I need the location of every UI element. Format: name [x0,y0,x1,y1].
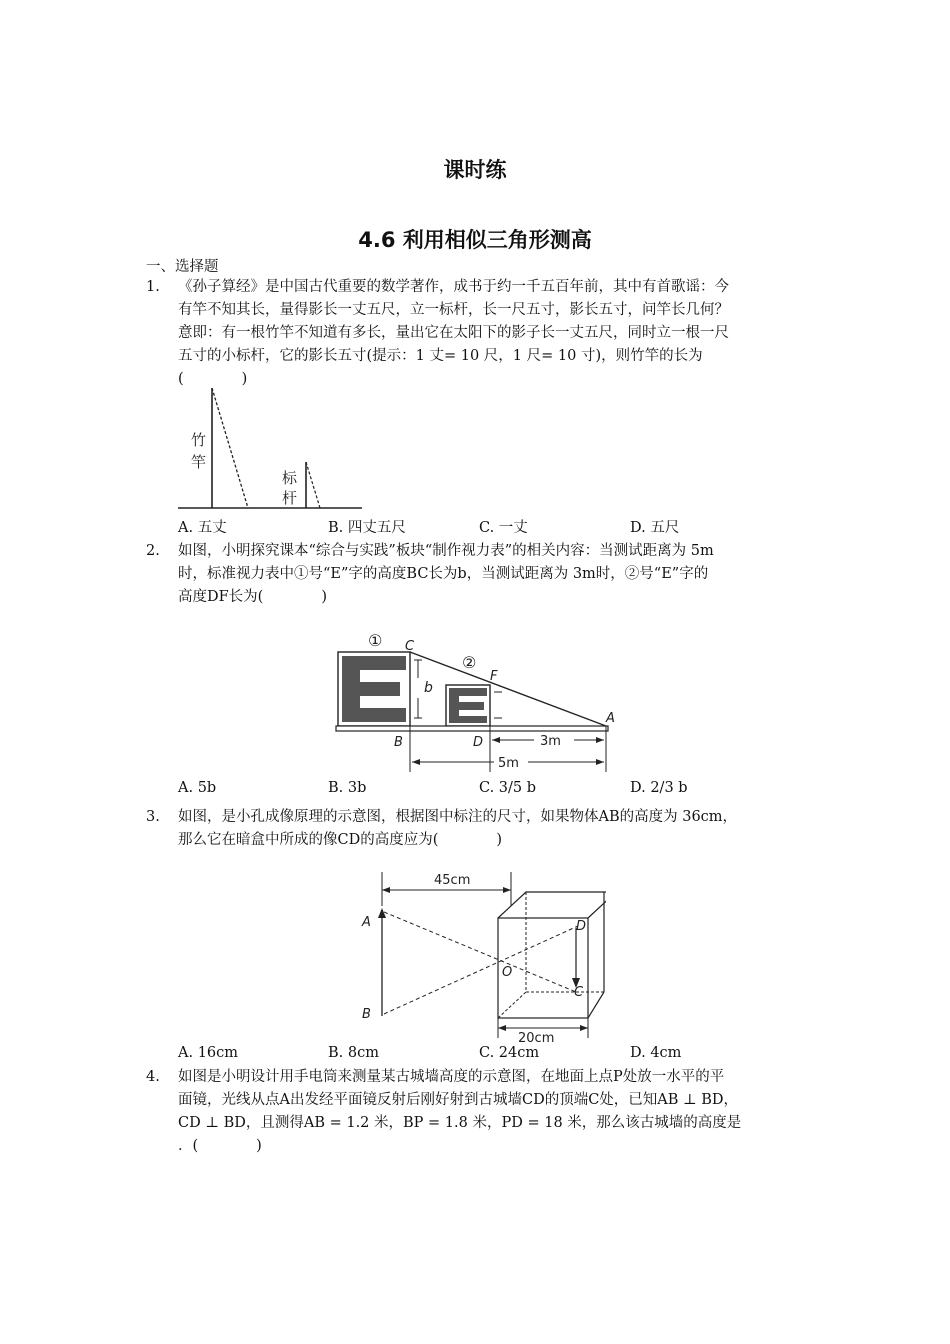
label-c: C [574,985,584,1000]
option-b[interactable]: B. 四丈五尺 [328,520,406,536]
option-a[interactable]: A. 16cm [178,1045,239,1061]
question-line: 《孙子算经》是中国古代重要的数学著作，成书于约一千五百年前，其中有首歌谣：今 [178,279,729,295]
dim-20-arrow-r [580,1025,588,1031]
page-title: 课时练 [443,158,507,182]
object-arrow [378,908,386,918]
label-3m: 3m [540,734,561,749]
question-line: 意即：有一根竹竿不知道有多长，量出它在太阳下的影子长一丈五尺，同时立一根一尺 [178,325,729,341]
question-number: 3. [146,809,160,825]
section-heading: 一、选择题 [146,259,219,275]
question-line: 高度DF长为( ) [178,589,327,605]
question-line: 时，标准视力表中①号“E”字的高度BC长为b，当测试距离为 3m时，②号“E”字的 [178,566,709,582]
label-20cm: 20cm [518,1031,555,1046]
question-line: 如图，小明探究课本“综合与实践”板块“制作视力表”的相关内容：当测试距离为 5m [178,543,714,559]
question-line: CD ⊥ BD，且测得AB = 1.2 米，BP = 1.8 米，PD = 18 米，那么该古城墙的高度是 [178,1115,742,1131]
label-a: A [606,711,615,726]
option-b[interactable]: B. 8cm [328,1045,379,1061]
ray-a [384,912,576,992]
label-b-point: B [394,735,403,750]
hidden-edge-d [498,992,526,1018]
question-text [178,276,818,391]
label-b: b [424,680,433,696]
label-a: A [362,915,371,930]
label-5m: 5m [498,756,519,771]
label-o: O [502,965,513,980]
option-b[interactable]: B. 3b [328,780,367,796]
dim-5m-arrow-l [412,759,420,765]
label-b: B [362,1007,371,1022]
pole-label-1: 竹 [191,431,207,449]
rod-label-1: 标 [282,469,298,487]
question-number: 1. [146,279,160,295]
answer-blank: ( ) [178,371,248,387]
label-d: D [473,735,484,750]
sight-line [410,652,606,726]
big-e-glyph [342,656,406,722]
pole-shadow-ray [212,388,248,508]
option-a[interactable]: A. 5b [178,780,217,796]
question-number: 2. [146,543,160,559]
dim-3m-arrow-l [492,737,500,743]
option-c[interactable]: C. 24cm [479,1045,540,1061]
question-number: 4. [146,1069,160,1085]
dim-45-arrow-r [503,887,511,893]
label-d: D [576,919,587,934]
rod-label-2: 杆 [282,489,298,507]
question-line: 如图是小明设计用手电筒来测量某古城墙高度的示意图，在地面上点P处放一水平的平 [178,1069,725,1085]
lesson-title: 4.6 利用相似三角形测高 [358,228,592,252]
question-line: 如图，是小孔成像原理的示意图，根据图中标注的尺寸，如果物体AB的高度为 36cm， [178,809,738,825]
option-c[interactable]: C. 一丈 [479,520,528,536]
answer-blank: ．( ) [178,1138,262,1154]
dim-45-arrow-l [382,887,390,893]
option-d[interactable]: D. 2/3 b [630,780,688,796]
label-c: C [405,639,415,654]
option-d[interactable]: D. 五尺 [630,520,680,536]
question-line: 面镜，光线从点A出发经平面镜反射后刚好射到古城墙CD的顶端C处，已知AB ⊥ BD， [178,1092,739,1108]
bamboo-pole-figure [176,382,366,514]
option-a[interactable]: A. 五丈 [178,520,227,536]
question-line: 五寸的小标杆，它的影长五寸(提示：1 丈= 10 尺，1 尺= 10 寸)，则竹竿的长为 [178,348,703,364]
ray-b [384,926,578,1014]
dim-5m-arrow-r [596,759,604,765]
dim-20-arrow-l [498,1025,506,1031]
label-circle-1: ① [368,631,383,650]
ground-base [336,726,608,731]
small-e-glyph [449,688,487,723]
box-bottom-right [588,992,604,1018]
eye-chart-figure [334,630,624,774]
pole-label-2: 竿 [191,453,207,471]
question-text [178,806,818,852]
question-text [178,1066,818,1158]
dim-3m-arrow-r [596,737,604,743]
label-f: F [490,669,498,684]
question-line: 那么它在暗盒中所成的像CD的高度应为( ) [178,832,503,848]
label-circle-2: ② [462,653,477,672]
question-line: 有竿不知其长，量得影长一丈五尺，立一标杆，长一尺五寸，影长五寸，问竿长几何？ [178,302,729,318]
rod-shadow-ray [306,462,320,508]
option-c[interactable]: C. 3/5 b [479,780,537,796]
question-text [178,540,818,609]
box-top [498,892,606,918]
label-45cm: 45cm [434,873,471,888]
pinhole-camera-figure [356,866,606,1046]
option-d[interactable]: D. 4cm [630,1045,682,1061]
